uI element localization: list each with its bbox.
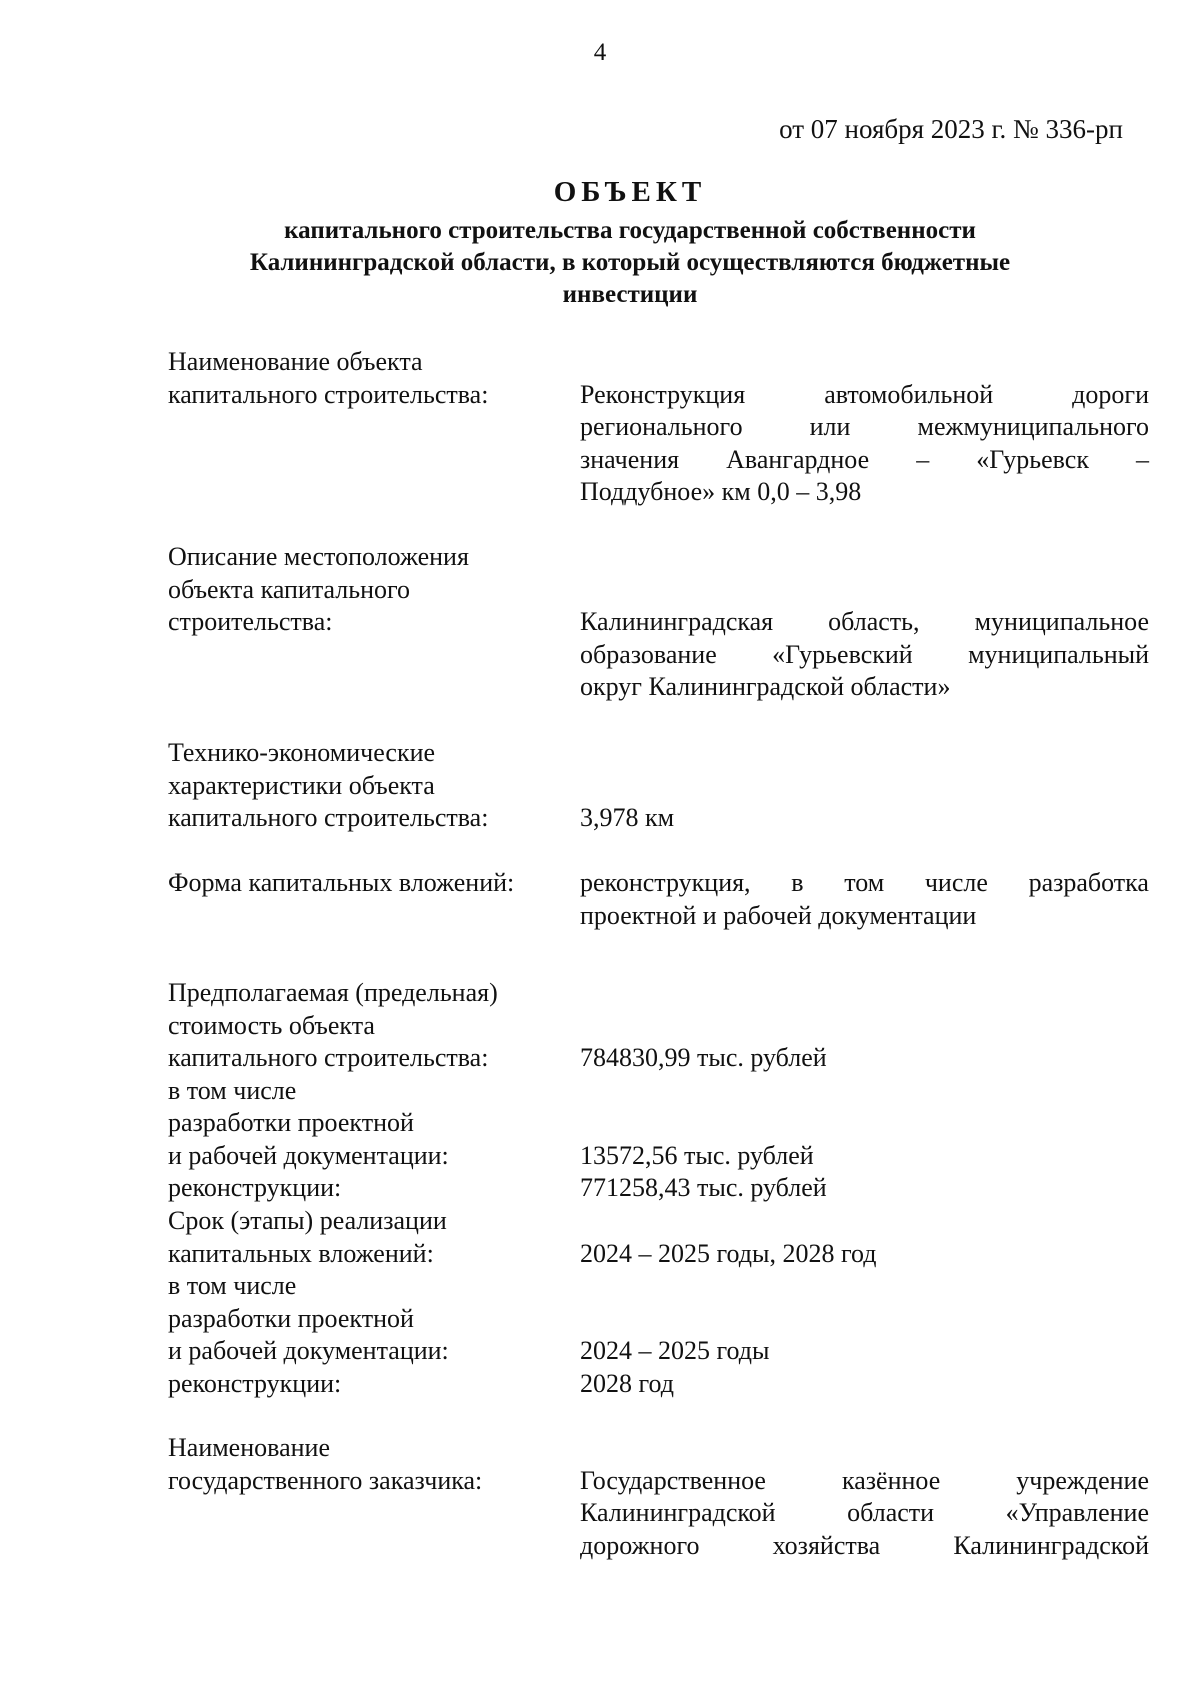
word: числе (924, 868, 988, 897)
value-line: 2024 – 2025 годы (580, 1336, 770, 1365)
word: Авангардное (726, 444, 870, 474)
value-line (580, 1530, 1149, 1563)
title-subtitle (195, 215, 1065, 311)
field-value-design (580, 1335, 1149, 1400)
label-line: и рабочей документации: (168, 1336, 449, 1365)
label-line: объекта капитального (168, 574, 411, 604)
field-label (168, 541, 568, 639)
word: реконструкция, (580, 868, 751, 897)
word: хозяйства (772, 1530, 881, 1560)
label-line: реконструкции: (168, 1368, 342, 1398)
field-label (168, 977, 568, 1205)
label-line: и рабочей документации: (168, 1140, 449, 1170)
field-value-total (580, 1042, 1149, 1075)
label-line: капитального строительства: (168, 1043, 489, 1072)
field-label (168, 737, 568, 835)
label-line: капитальных вложений: (168, 1238, 434, 1268)
word: казённое (841, 1465, 941, 1495)
word: значения (580, 444, 680, 474)
label-line: разработки проектной (168, 1303, 414, 1333)
value-line: Поддубное» км 0,0 – 3,98 (580, 477, 862, 506)
word: область, (828, 607, 920, 636)
label-line: разработки проектной (168, 1108, 414, 1137)
word: Калининградской (580, 1498, 776, 1527)
field-value-total (580, 1238, 1149, 1271)
title-block (195, 175, 1065, 311)
word: Калининградская (580, 607, 774, 636)
value-line (580, 411, 1149, 444)
word: автомобильной (824, 379, 994, 409)
label-line: государственного заказчика: (168, 1465, 483, 1495)
word: дороги (1072, 379, 1149, 409)
value-line: 771258,43 тыс. рублей (580, 1173, 827, 1202)
value-line (580, 639, 1149, 672)
value-line: 13572,56 тыс. рублей (580, 1140, 814, 1170)
label-line: в том числе (168, 1075, 297, 1105)
label-line: капитального строительства: (168, 803, 489, 832)
word: муниципальный (968, 639, 1149, 669)
field-value (580, 802, 1149, 835)
label-line: стоимость объекта (168, 1010, 375, 1040)
title-line: инвестиции (562, 281, 698, 308)
title-line: капитального строительства государственной собственности (284, 217, 976, 244)
field-label (168, 1205, 568, 1400)
word: Реконструкция (580, 379, 746, 409)
word: межмуниципального (917, 412, 1149, 441)
value-line (580, 867, 1149, 900)
field-label (168, 346, 568, 411)
word: регионального (580, 412, 743, 441)
value-line: 2024 – 2025 годы, 2028 год (580, 1238, 877, 1268)
word: том (844, 868, 885, 897)
label-line: характеристики объекта (168, 770, 435, 800)
field-value-design (580, 1140, 1149, 1205)
page-number: 4 (593, 39, 607, 66)
word: в (791, 868, 804, 897)
field-value (580, 606, 1149, 704)
field-label (168, 867, 568, 900)
word: Калининградской (953, 1530, 1149, 1560)
word: Государственное (580, 1465, 766, 1495)
word: разработка (1028, 868, 1149, 897)
word: учреждение (1016, 1465, 1149, 1495)
field-label (168, 1432, 568, 1497)
label-line: реконструкции: (168, 1173, 342, 1202)
value-line (580, 1497, 1149, 1530)
label-line: в том числе (168, 1271, 297, 1300)
field-value (580, 1465, 1149, 1563)
label-line: Наименование объекта (168, 347, 423, 376)
value-line: 2028 год (580, 1368, 674, 1398)
label-line: Форма капитальных вложений: (168, 868, 515, 897)
word: – (916, 444, 930, 474)
value-line (580, 379, 1149, 412)
label-line: Срок (этапы) реализации (168, 1206, 447, 1235)
label-line: Описание местоположения (168, 542, 469, 571)
document-reference: от 07 ноября 2023 г. № 336-рп (779, 114, 1123, 144)
label-line: капитального строительства: (168, 379, 489, 409)
value-line: округ Калининградской области» (580, 672, 951, 701)
word: образование (580, 639, 717, 669)
value-line: проектной и рабочей документации (580, 900, 977, 930)
title-line: Калининградской области, в который осуществляются бюджетные (249, 249, 1011, 276)
label-line: Предполагаемая (предельная) (168, 978, 498, 1007)
value-line: 3,978 км (580, 803, 675, 832)
word: муниципальное (974, 607, 1149, 636)
word: дорожного (580, 1530, 700, 1560)
word: или (809, 412, 851, 441)
field-value (580, 379, 1149, 509)
title-main: ОБЪЕКТ (553, 176, 707, 208)
label-line: Наименование (168, 1433, 330, 1462)
word: «Гурьевский (772, 639, 913, 669)
label-line: строительства: (168, 607, 333, 636)
word: «Управление (1005, 1498, 1149, 1527)
field-value (580, 867, 1149, 932)
value-line (580, 1465, 1149, 1498)
value-line: 784830,99 тыс. рублей (580, 1043, 827, 1072)
value-line (580, 444, 1149, 477)
word: «Гурьевск (976, 444, 1089, 474)
value-line (580, 606, 1149, 639)
word: области (847, 1498, 935, 1527)
word: – (1135, 444, 1149, 474)
label-line: Технико-экономические (168, 738, 436, 767)
